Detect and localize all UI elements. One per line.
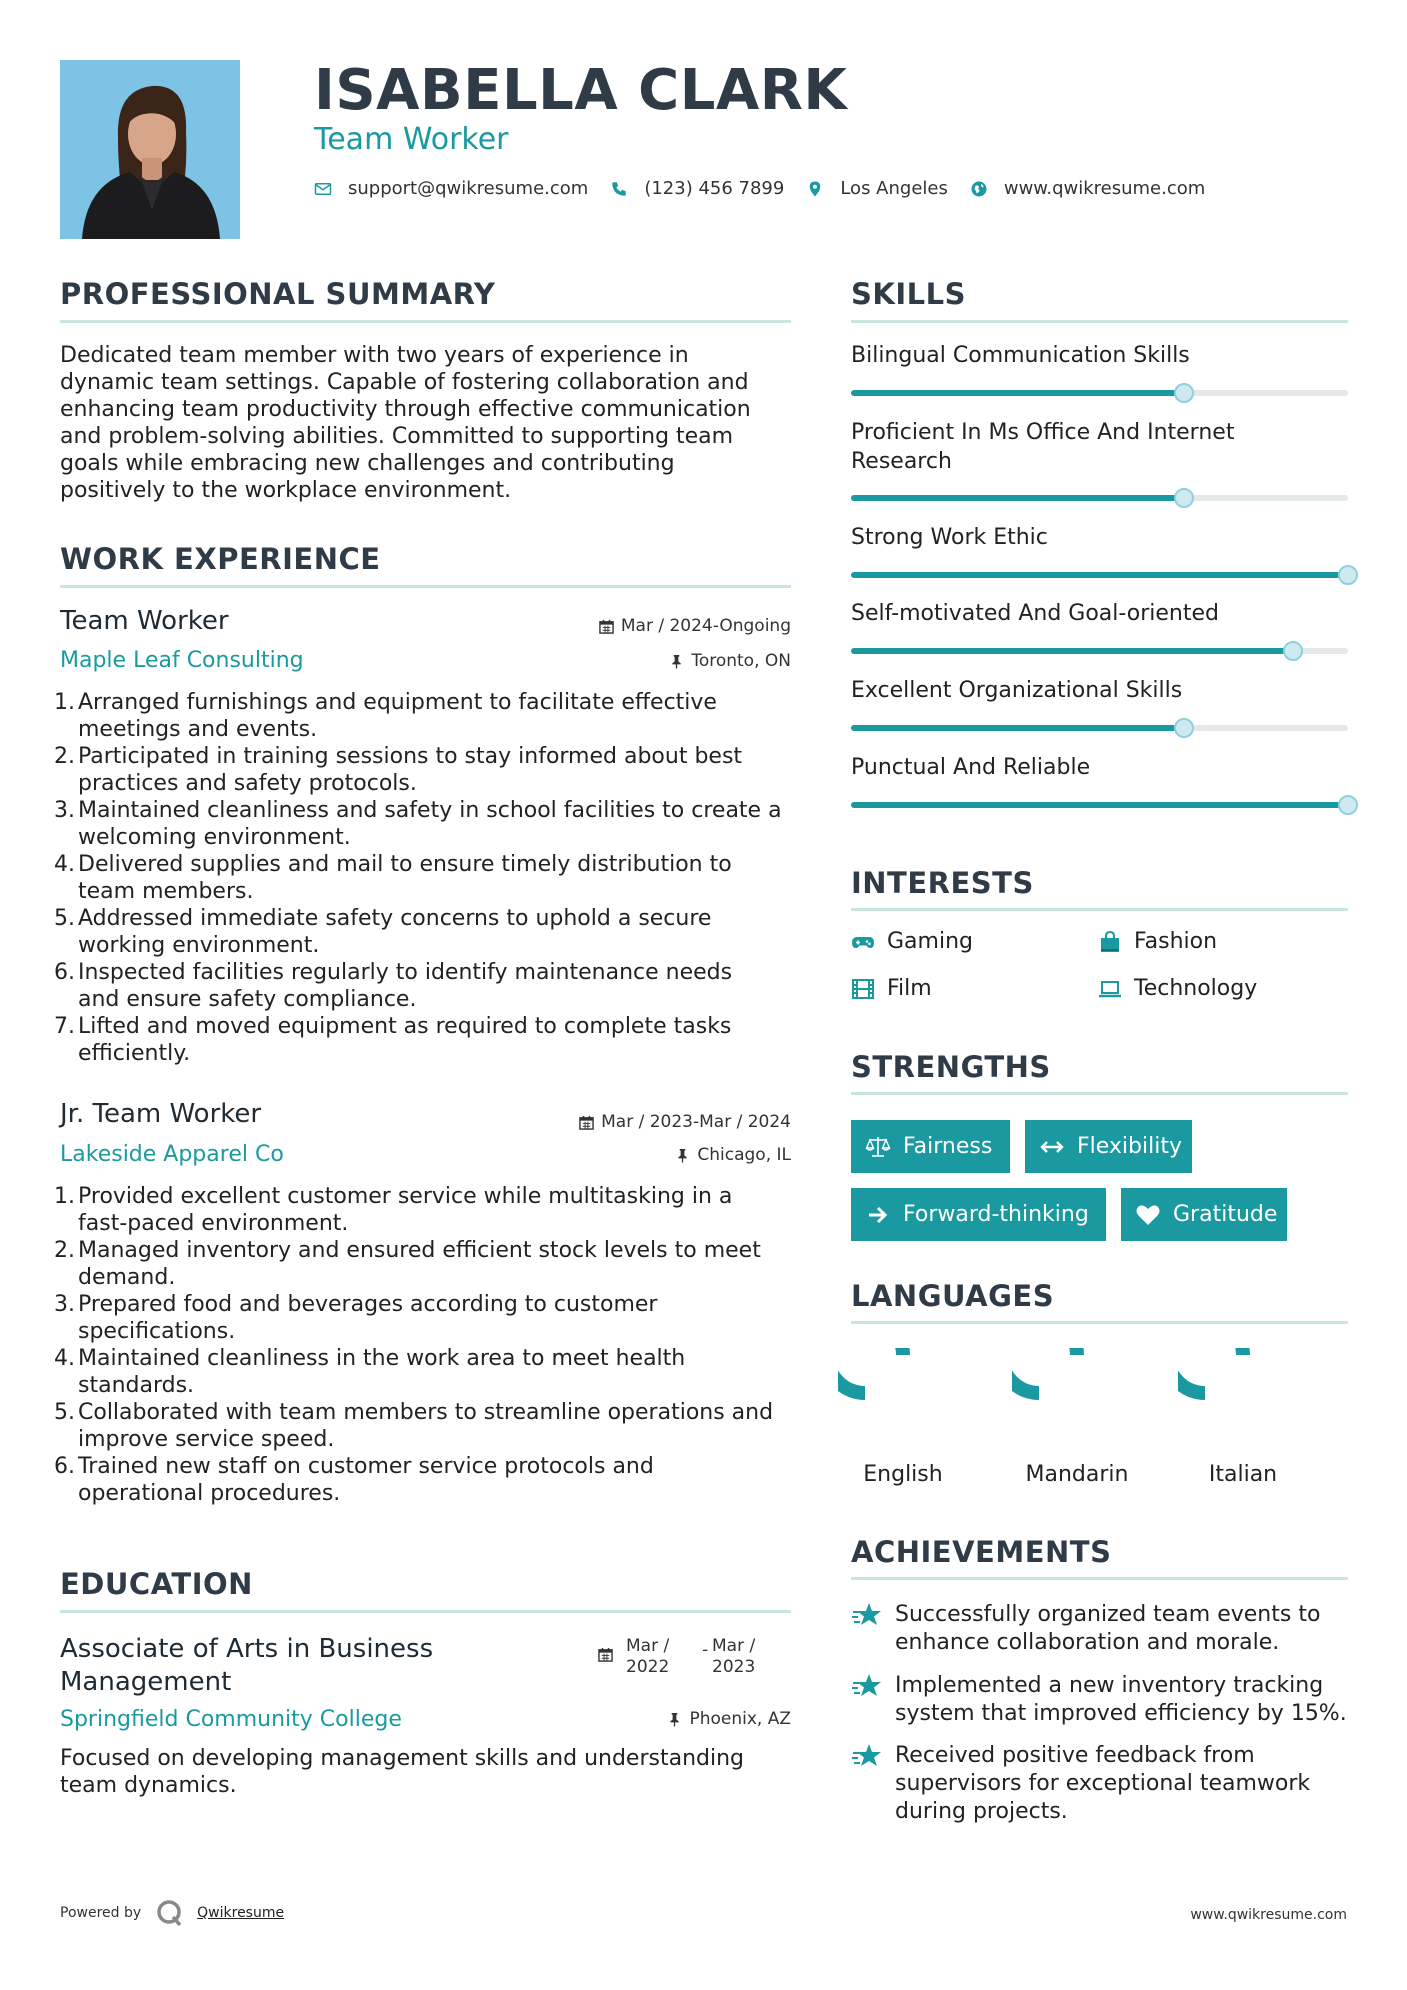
job-title: Team Worker: [60, 606, 229, 636]
skill-level-bar: [851, 802, 1348, 808]
list-item: 7. Lifted and moved equipment as required to complete tasks efficiently.: [54, 1014, 732, 1066]
balance-scale-icon: [865, 1134, 891, 1160]
achievement-item: Received positive feedback from supervisors for exceptional teamwork during projects.: [851, 1742, 1351, 1826]
footer-powered-by: Powered by Qwikresume: [60, 1898, 284, 1928]
laptop-icon: [1098, 977, 1122, 1001]
calendar-icon: [599, 619, 614, 634]
contact-phone[interactable]: [610, 178, 784, 199]
job-date: [480, 616, 791, 636]
skill-name: Excellent Organizational Skills: [851, 678, 1183, 703]
job-location-text: Chicago, IL: [697, 1145, 791, 1165]
job-location: [480, 1145, 791, 1165]
strength-flexibility: Flexibility: [1025, 1120, 1192, 1173]
skill-level-knob: [1174, 383, 1194, 403]
summary-text: [60, 342, 791, 504]
interests-divider: [851, 908, 1348, 911]
language-label: Italian: [1208, 1462, 1278, 1487]
job-date: [480, 1112, 791, 1132]
summary-divider: [60, 320, 791, 323]
skill-level-knob: [1338, 565, 1358, 585]
star-badge-icon: [851, 1672, 883, 1700]
summary-line: goals while embracing new challenges and contributing: [60, 451, 675, 476]
achievement-item: Successfully organized team events to enhance collaboration and morale.: [851, 1601, 1351, 1657]
job-bullets: [54, 1183, 791, 1507]
list-item: 4. Maintained cleanliness in the work area to meet health standards.: [54, 1346, 686, 1398]
list-item: 3. Prepared food and beverages according to customer specifications.: [54, 1292, 658, 1344]
summary-line: and problem-solving abilities. Committed to supporting team: [60, 424, 734, 449]
contact-phone-text: (123) 456 7899: [644, 178, 785, 199]
film-icon: [851, 977, 875, 1001]
list-item: 4. Delivered supplies and mail to ensure timely distribution to team members.: [54, 852, 732, 904]
skill-level-fill: [851, 648, 1293, 654]
list-item: 5. Collaborated with team members to streamline operations and improve service speed.: [54, 1400, 774, 1452]
degree-title: Associate of Arts in Business Management: [60, 1634, 434, 1697]
skill-name: Bilingual Communication Skills: [851, 343, 1190, 368]
list-item: 1. Provided excellent customer service while multitasking in a fast-paced environment.: [54, 1184, 733, 1236]
pushpin-icon: [675, 1148, 690, 1163]
achievements-heading: ACHIEVEMENTS: [851, 1535, 1112, 1569]
candidate-name: ISABELLA CLARK: [314, 58, 848, 123]
star-badge-icon: [851, 1601, 883, 1629]
skill-level-fill: [851, 572, 1348, 578]
experience-heading: WORK EXPERIENCE: [60, 542, 381, 576]
job-bullets: [54, 689, 791, 1067]
school-name: Springfield Community College: [60, 1707, 402, 1732]
qwikresume-logo-icon: [155, 1898, 185, 1928]
company-name: Maple Leaf Consulting: [60, 648, 304, 673]
language-ring: [1178, 1348, 1308, 1440]
envelope-icon: [314, 180, 332, 198]
strengths-divider: [851, 1092, 1348, 1095]
interest-fashion: Fashion: [1098, 929, 1217, 954]
achievement-item: Implemented a new inventory tracking system that improved efficiency by 15%.: [851, 1672, 1351, 1728]
strength-forward-thinking: Forward-thinking: [851, 1188, 1106, 1241]
gamepad-icon: [851, 930, 875, 954]
list-item: 6. Inspected facilities regularly to identify maintenance needs and ensure safety compliance.: [54, 960, 733, 1012]
candidate-role: Team Worker: [314, 122, 509, 157]
interest-technology: Technology: [1098, 976, 1257, 1001]
list-item: 6. Trained new staff on customer service protocols and operational procedures.: [54, 1454, 654, 1506]
calendar-icon: [579, 1115, 594, 1130]
list-item: 2. Managed inventory and ensured efficient stock levels to meet demand.: [54, 1238, 761, 1290]
calendar-icon: [598, 1647, 613, 1662]
languages-heading: LANGUAGES: [851, 1279, 1055, 1313]
experience-divider: [60, 585, 791, 588]
list-item: 3. Maintained cleanliness and safety in school facilities to create a welcoming environment.: [54, 798, 782, 850]
language-ring: [1012, 1348, 1142, 1440]
skill-name: Punctual And Reliable: [851, 755, 1091, 780]
language-label: Mandarin: [1025, 1462, 1129, 1487]
skills-heading: SKILLS: [851, 277, 966, 311]
education-location: Phoenix, AZ: [480, 1709, 791, 1729]
skill-level-knob: [1174, 488, 1194, 508]
skill-level-bar: [851, 725, 1348, 731]
language-label: English: [863, 1462, 943, 1487]
shopping-bag-icon: [1098, 930, 1122, 954]
pushpin-icon: [667, 1712, 682, 1727]
profile-photo: [60, 60, 240, 239]
summary-line: positively to the workplace environment.: [60, 478, 512, 503]
interests-heading: INTERESTS: [851, 866, 1034, 900]
list-item: 2. Participated in training sessions to stay informed about best practices and safety protocols.: [54, 744, 743, 796]
job-title: Jr. Team Worker: [60, 1099, 262, 1129]
skill-name: Strong Work Ethic: [851, 525, 1048, 550]
list-item: 5. Addressed immediate safety concerns to uphold a secure working environment.: [54, 906, 712, 958]
language-ring: [838, 1348, 968, 1440]
skill-level-bar: [851, 572, 1348, 578]
skill-level-knob: [1174, 718, 1194, 738]
skills-divider: [851, 320, 1348, 323]
summary-heading: PROFESSIONAL SUMMARY: [60, 277, 496, 311]
interest-gaming: Gaming: [851, 929, 973, 954]
skill-level-fill: [851, 495, 1184, 501]
education-divider: [60, 1610, 791, 1613]
arrow-right-icon: [865, 1202, 891, 1228]
contact-email-text: support@qwikresume.com: [348, 178, 589, 199]
summary-line: Dedicated team member with two years of experience in: [60, 343, 689, 368]
heart-icon: [1135, 1202, 1161, 1228]
star-badge-icon: [851, 1742, 883, 1770]
contact-location: [806, 178, 948, 199]
job-date-text: Mar / 2023-Mar / 2024: [601, 1112, 791, 1132]
phone-icon: [610, 180, 628, 198]
skill-name: Self-motivated And Goal-oriented: [851, 601, 1219, 626]
resume-page: ISABELLA CLARK Team Worker support@qwikresume.com (123) 456 7899 Los Angeles www.qwikresume.com PROFESSIONAL SUMMARY Dedicated team member with two years of experience in dynamic team settings. Capable of fostering collaboration and enhancing team productivity through effective communication and problem-solving abilities. Committed to supporting team goals while embracing new challenges and contributing positively to the workplace environment. WORK EXPERIENCE Team Worker Mar / 2024-Ongoing Maple Leaf Consulting Toronto, ON 1. Arranged furnishings and equipment to facilitate effective meetings and events. 2. Participated in training sessions to stay informed about best practices and safety protocols. 3. Maintained cleanliness and safety in school facilities to create a welcoming environment. 4. Delivered supplies and mail to ensure timely distribution to team members. 5. Addressed immediate safety concerns to uphold a secure working environment. 6. Inspected facilities regularly to identify maintenance needs and ensure safety compliance. 7. Lifted and moved equipment as required to complete tasks efficiently. Jr. Team Worker Mar / 2023-Mar / 2024 Lakeside Apparel Co Chicago, IL 1. Provided excellent customer service while multitasking in a fast-paced environment. 2. Managed inventory and ensured efficient stock levels to meet demand. 3. Prepared food and beverages according to customer specifications. 4. Maintained cleanliness in the work area to meet health standards. 5. Collaborated with team members to streamline operations and improve service speed. 6. Trained new staff on customer service protocols and operational procedures. EDUCATION Associate of Arts in Business Management Mar / 2022 - Mar / 2023 Springfield Community College Phoenix, AZ Focused on developing management skills and understanding team dynamics. SKILLS Bilingual Communication Skills Proficient In Ms Office And Internet Research Strong Work Ethic Self-motivated And Goal-oriented Excellent Organizational Skills Punctual And Reliable INTERESTS Gaming Fashion Film Technology STRENGTHS Fairness Flexibility Forward-thinking Gratitude LANGUAGES English Mandarin Italian ACHIEVEMENTS Successfully organized team events to enhance collaboration and morale. Implemented a new inventory tracking system that improved efficiency by 15%. Received positive feedback from supervisors for exceptional teamwork during projects. Powered by Qwikresume www.qwikresume.com: [0, 0, 1407, 1990]
strengths-heading: STRENGTHS: [851, 1050, 1051, 1084]
skill-level-knob: [1283, 641, 1303, 661]
contact-location-text: Los Angeles: [840, 178, 948, 199]
skill-name: Proficient In Ms Office And Internet Research: [851, 420, 1235, 474]
skill-level-bar: [851, 648, 1348, 654]
education-heading: EDUCATION: [60, 1567, 253, 1601]
arrows-horizontal-icon: [1039, 1134, 1065, 1160]
contact-website-text: www.qwikresume.com: [1003, 178, 1206, 199]
interest-film: Film: [851, 976, 932, 1001]
job-date-text: Mar / 2024-Ongoing: [620, 616, 791, 636]
contact-bar: [314, 178, 1227, 199]
pushpin-icon: [669, 654, 684, 669]
education-description: Focused on developing management skills and understanding team dynamics.: [60, 1746, 744, 1798]
footer-website[interactable]: www.qwikresume.com: [1190, 1907, 1347, 1923]
skill-level-bar: [851, 495, 1348, 501]
job-location: [480, 651, 791, 671]
summary-line: dynamic team settings. Capable of fostering collaboration and: [60, 370, 749, 395]
contact-email[interactable]: [314, 178, 588, 199]
globe-icon: [970, 180, 988, 198]
achievements-divider: [851, 1577, 1348, 1580]
company-name: Lakeside Apparel Co: [60, 1142, 284, 1167]
skill-level-bar: [851, 390, 1348, 396]
strength-gratitude: Gratitude: [1121, 1188, 1287, 1241]
languages-divider: [851, 1321, 1348, 1324]
contact-website[interactable]: [970, 178, 1205, 199]
qwikresume-link[interactable]: Qwikresume: [197, 1905, 285, 1921]
skill-level-knob: [1338, 795, 1358, 815]
job-location-text: Toronto, ON: [691, 651, 791, 671]
skill-level-fill: [851, 725, 1184, 731]
skill-level-fill: [851, 802, 1348, 808]
list-item: 1. Arranged furnishings and equipment to facilitate effective meetings and events.: [54, 690, 717, 742]
map-pin-icon: [806, 180, 824, 198]
summary-line: enhancing team productivity through effective communication: [60, 397, 751, 422]
strength-fairness: Fairness: [851, 1120, 1010, 1173]
skill-level-fill: [851, 390, 1184, 396]
